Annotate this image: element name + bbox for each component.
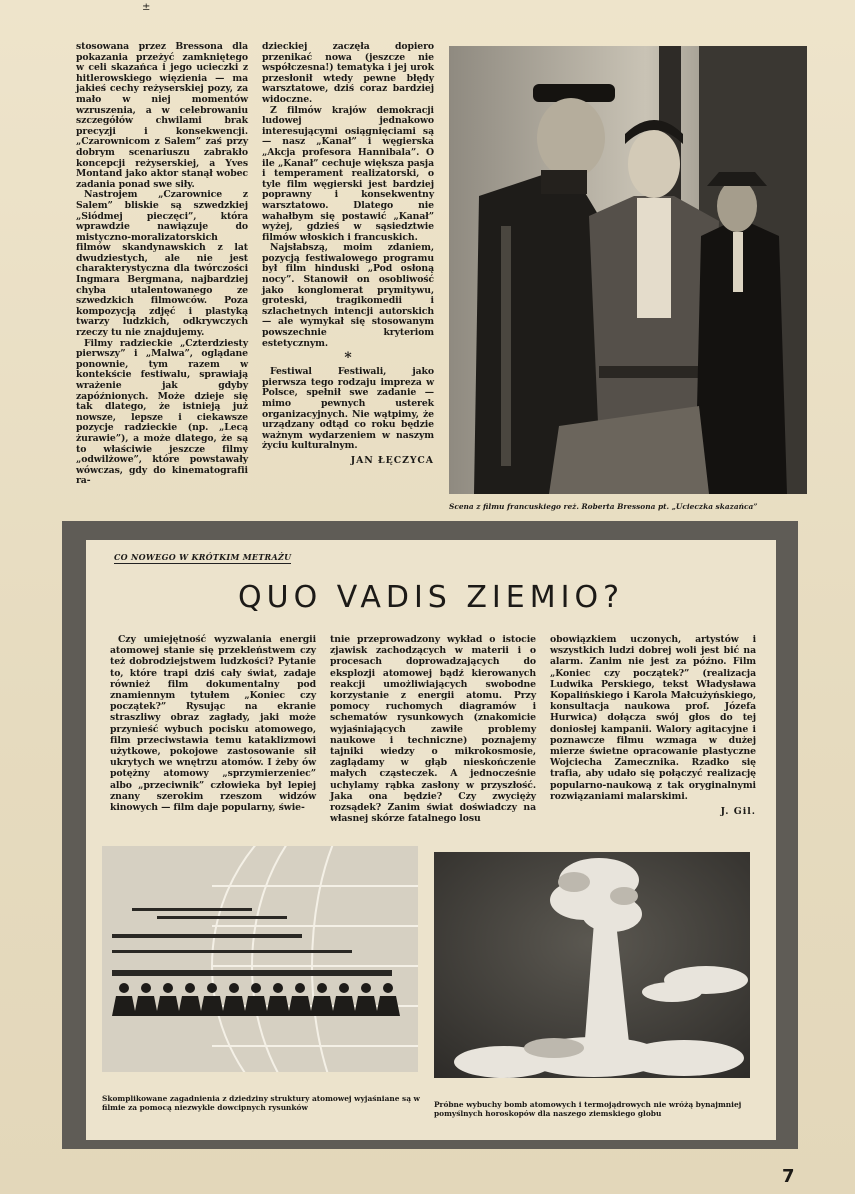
article2-col3-paragraph: obowiązkiem uczonych, artystów i wszystkich ludzi dobrej woli jest bić na alarm. Zanim nie jest za późno. Film „Koniec czy początek?” (realizacja Ludwika Perskiego, tekst Władysława Kopalińskiego i Karola Małcużyńskiego, konsultacja naukowa prof. Józefa Hurwica) dołącza swój głos do tej doniosłej kampanii. Walory agitacyjne i poznawcze filmu wzmaga w dużej mierze świetne opracowanie plastyczne Wojciecha Zamecznika. Rzadko się trafia, aby udało się połączyć realizację popularno-naukową z tak oryginalnymi rozwiązaniami malarskimi. xyxy=(550,634,756,802)
diagram-caption: Skomplikowane zagadnienia z dziedziny struktury atomowej wyjaśniane są w filmie za pomocą niezwykle dowcipnych rysunków xyxy=(102,1094,420,1112)
atomic-diagram-illustration xyxy=(102,846,418,1072)
section-asterisk: * xyxy=(344,350,352,367)
article2-signature: J. Gil. xyxy=(720,806,756,818)
article2-column-1 xyxy=(110,634,316,813)
article1-col2-paragraph: Najsłabszą, moim zdaniem, pozycją festiwalowego programu był film hinduski „Pod osłoną nocy”. Stanowił on osobliwość jako konglomerat prymitywu, groteski, tragikomedii i szlachetnych intencji autorskich — ale wymykał się stosowanym powszechnie kryteriom estetycznym. xyxy=(262,242,434,349)
article1-col1-paragraph: Nastrojem „Czarownice z Salem” bliskie są szwedzkiej „Siódmej pieczęci”, która wprawdzie nawiązuje do mistyczno-moralizatorskich filmów skandynawskich z lat dwudziestych, ale nie jest charakterystyczna dla twórczości Ingmara Bergmana, najbardziej chyba utalentowanego ze szwedzkich filmowców. Poza kompozycją zdjęć i plastyką twarzy ludzkich, odkrywczych rzeczy tu nie znajdujemy. xyxy=(76,189,248,339)
article1-col2-paragraph: Festiwal Festiwali, jako pierwsza tego rodzaju impreza w Polsce, spełnił swe zadanie — mimo pewnych usterek organizacyjnych. Nie wątpimy, że urządzany odtąd co roku będzie ważnym wydarzeniem w naszym życiu kulturalnym. xyxy=(262,366,434,452)
page-number: 7 xyxy=(782,1166,795,1187)
article2-headline: QUO VADIS ZIEMIO? xyxy=(238,580,624,615)
top-mark: ± xyxy=(142,2,151,13)
article2-col1-paragraph: Czy umiejętność wyzwalania energii atomowej stanie się przekleństwem czy też dobrodziejstwem ludzkości? Pytanie to, które trapi dziś cały świat, zadaje również film dokumentalny pod znamiennym tytułem „Koniec czy początek?” Rysując na ekranie straszliwy obraz zagłady, jaki może przynieść wybuch pocisku atomowego, film przeciwstawia temu kataklizmowi użytkowe, pokojowe zastosowanie sił ukrytych we wnętrzu atomów. I żeby ów potężny atomowy „sprzymierzeniec” albo „przeciwnik” człowieka był lepiej znany szerokim rzeszom widzów kinowych — film daje popularny, świe- xyxy=(110,634,316,814)
explosion-caption: Próbne wybuchy bomb atomowych i termojądrowych nie wróżą bynajmniej pomyślnych horoskopów dla naszego ziemskiego globu xyxy=(434,1100,742,1118)
mushroom-cloud-drawing xyxy=(434,852,750,1078)
globe-drawing xyxy=(102,846,418,1072)
article2-column-3 xyxy=(550,634,756,817)
article1-column-1 xyxy=(76,42,248,487)
film-still-photo xyxy=(449,46,807,494)
article1-col2-paragraph: dzieckiej zaczęła dopiero przenikać nowa (jeszcze nie współczesna!) tematyka i jej urok przesłonił wtedy pewne błędy warsztatowe, dziś coraz bardziej widoczne. xyxy=(262,41,434,105)
article1-col1-paragraph: Filmy radzieckie „Czterdziesty pierwszy” i „Malwa”, oglądane ponownie, tym razem w kontekście festiwalu, sprawiają wrażenie jak gdyby zapóźnionych. Może dzieje się tak dlatego, że istnieją już nowsze, lepsze i ciekawsze pozycje radzieckie (np. „Lecą żurawie”), a może dlatego, że są to właściwie jeszcze filmy „odwilżowe”, które powstawały wówczas, gdy do kinematografii ra- xyxy=(76,337,248,487)
atomic-explosion-photo xyxy=(434,852,750,1078)
article1-signature: JAN ŁĘCZYCA xyxy=(350,454,434,466)
article1-column-2 xyxy=(262,42,434,467)
section-tag: CO NOWEGO W KRÓTKIM METRAŻU xyxy=(114,552,292,562)
article2-col2-paragraph: tnie przeprowadzony wykład o istocie zjawisk zachodzących w materii i o procesach doprowadzających do eksplozji atomowej bądź kierowanych reakcji umożliwiających swobodne korzystanie z energii atomu. Przy pomocy ruchomych diagramów i schematów rysunkowych (znakomicie wyjaśniających zawiłe problemy naukowe i techniczne) poznajemy tajniki wiedzy o mikrokosmosie, zaglądamy w głąb nieskończenie małych cząsteczek. A jednocześnie uchylamy rąbka zasłony w przyszłość. Jaka ona będzie? Czy zwycięży rozsądek? Zanim świat doświadczy na własnej skórze fatalnego losu xyxy=(330,634,536,825)
film-still-illustration xyxy=(449,46,807,494)
article1-col1-paragraph: stosowana przez Bressona dla pokazania przeżyć zamkniętego w celi skazańca i jego ucieczki z hitlerowskiego więzienia — ma jakieś cechy reżyserskiej pozy, za mało w niej momentów wzruszenia, a w celebrowaniu szczegółów chwilami brak precyzji i konsekwencji. „Czarownicom z Salem” zaś przy dobrym scenariuszu zabrakło koncepcji reżyserskiej, a Yves Montand jako aktor stanął wobec zadania ponad swe siły. xyxy=(76,41,248,190)
article1-col2-paragraph: Z filmów krajów demokracji ludowej jednakowo interesującymi osiągnięciami są — nasz „Kanał” i węgierska „Akcja profesora Hannibala”. O ile „Kanał” cechuje większa pasja i temperament realizatorski, o tyle film węgierski jest bardziej poprawny i konsekwentny warsztatowo. Dlatego nie wahałbym się postawić „Kanał” wyżej, gdzieś w sąsiedztwie filmów włoskich i francuskich. xyxy=(262,104,434,243)
film-still-caption: Scena z filmu francuskiego reż. Roberta Bressona pt. „Ucieczka skazańca” xyxy=(449,502,758,511)
article2-column-2 xyxy=(330,634,536,824)
